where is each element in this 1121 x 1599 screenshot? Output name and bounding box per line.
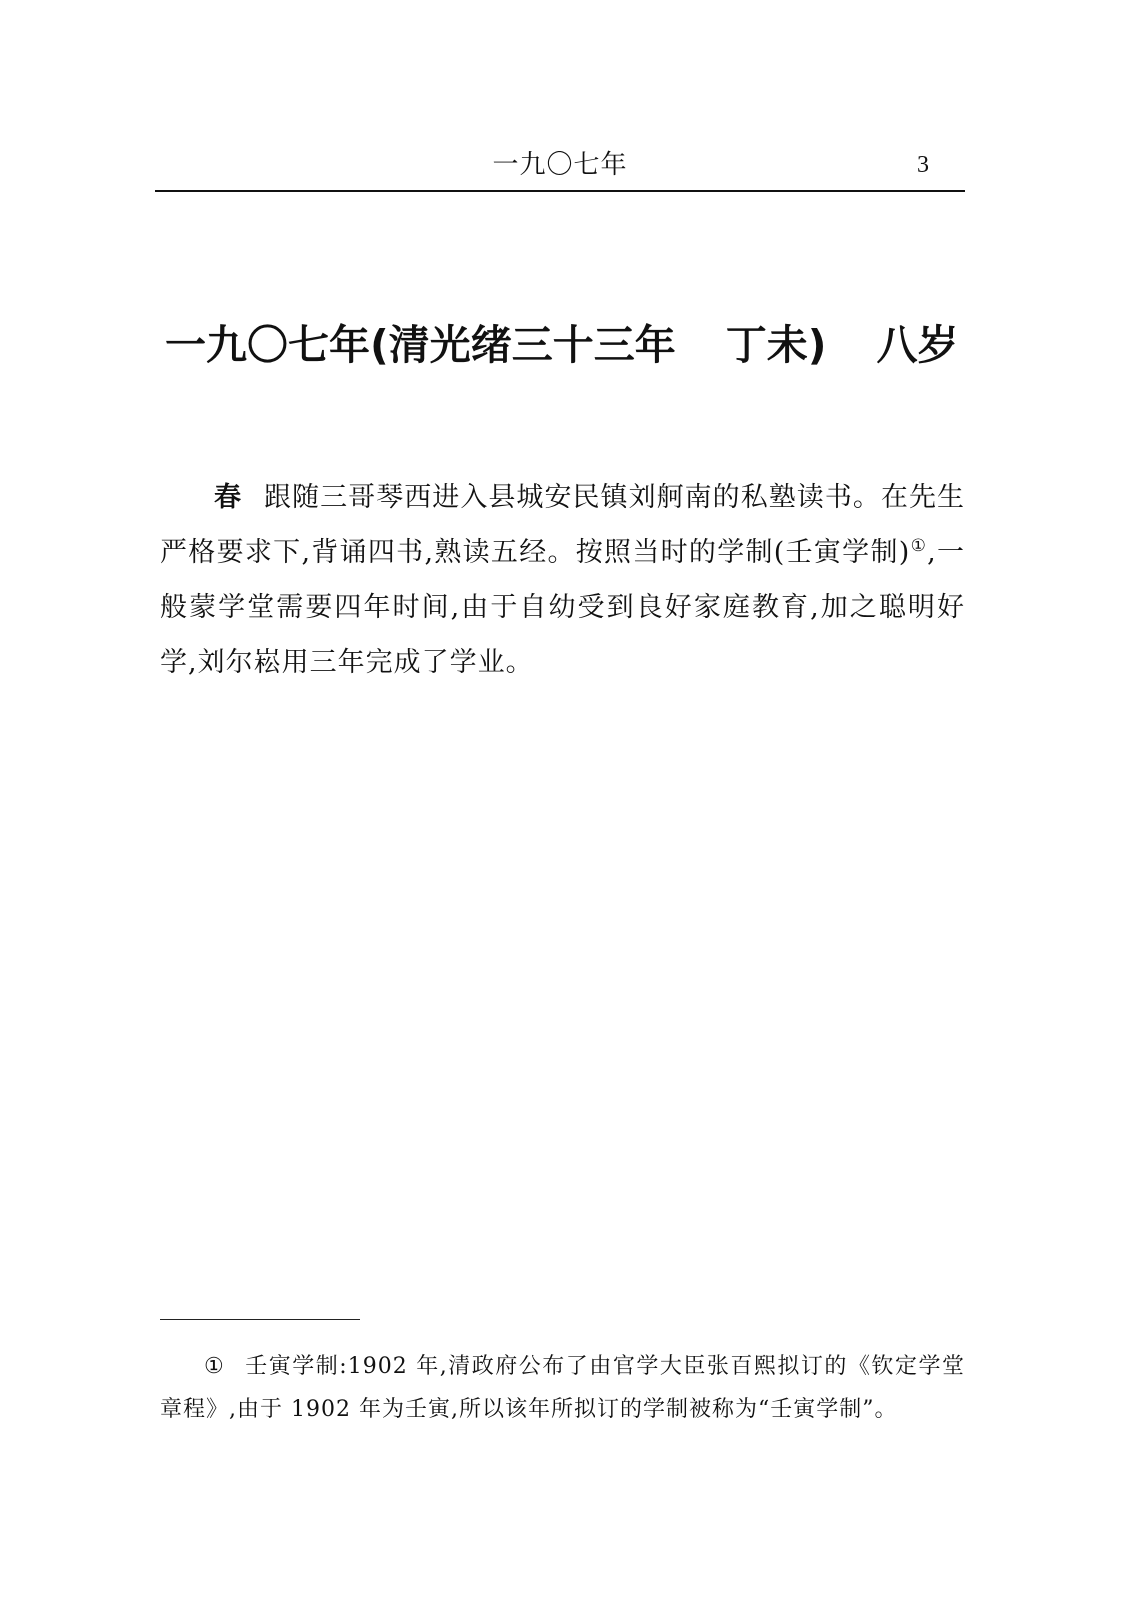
chapter-title-ganzhi: 丁未) [725, 321, 827, 369]
running-title: 一九〇七年 [492, 150, 628, 180]
chapter-title-main: 一九〇七年(清光绪三十三年 [165, 321, 676, 369]
page-number: 3 [917, 152, 929, 178]
footnote [160, 1345, 965, 1431]
footnote-reference[interactable]: ① [910, 536, 928, 556]
running-header [155, 148, 965, 190]
header-rule [155, 190, 965, 192]
body-text-part-2: ,一般蒙学堂需要四年时间,由于自幼受到良好家庭教育,加之聪明好学,刘尔崧用三年完成了学业。 [160, 537, 965, 678]
body-paragraph [160, 470, 965, 690]
footnote-text: 壬寅学制:1902 年,清政府公布了由官学大臣张百熙拟订的《钦定学堂章程》,由于 1902 年为壬寅,所以该年所拟订的学制被称为“壬寅学制”。 [160, 1354, 966, 1422]
chapter-title [165, 316, 965, 374]
footnote-marker: ① [204, 1354, 226, 1379]
chapter-title-age: 八岁 [876, 321, 959, 369]
footnote-rule [160, 1319, 360, 1320]
body-text-part-1: 跟随三哥琴西进入县城安民镇刘舸南的私塾读书。在先生严格要求下,背诵四书,熟读五经。按照当时的学制(壬寅学制) [160, 482, 966, 568]
season-label: 春 [214, 482, 243, 513]
